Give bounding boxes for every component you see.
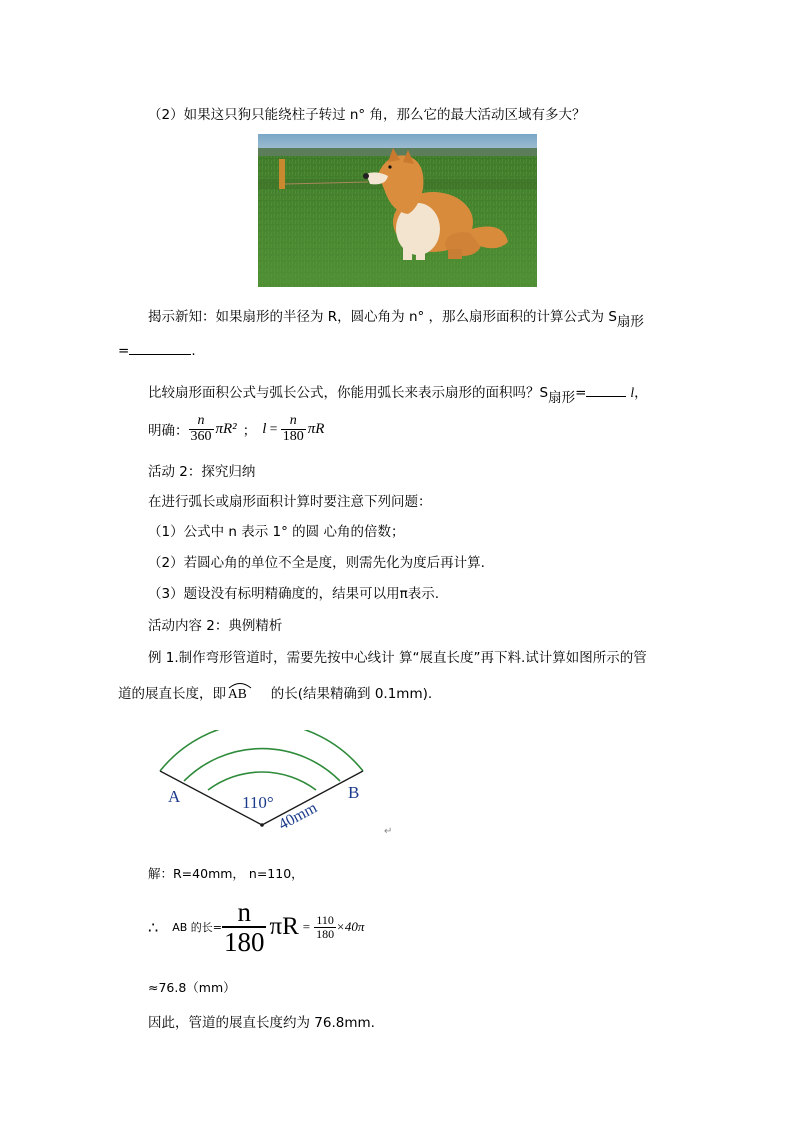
compare-subscript: 扇形 (548, 390, 576, 406)
small-num: 110 (316, 913, 334, 928)
solution-big-fraction (222, 898, 267, 957)
clarify-l: l (262, 420, 267, 437)
solution-ab-label: AB 的长= (172, 921, 222, 935)
clarify-fraction-2 (281, 414, 306, 444)
clarify-f2-tail: πR (307, 420, 325, 437)
clarify-label: 明确： (148, 423, 189, 440)
clarify-sep: ； (242, 423, 257, 440)
clarify-fraction-1 (189, 414, 214, 444)
note-item-2: （2）若圆心角的单位不全是度，则需先化为度后再计算. (148, 555, 485, 571)
solution-conclusion: 因此，管道的展直长度约为 76.8mm. (148, 1015, 375, 1031)
compare-text (148, 381, 648, 406)
label-a: A (168, 787, 181, 806)
label-b: B (348, 783, 360, 802)
big-den: 180 (223, 927, 265, 958)
content-2-heading: 活动内容 2：典例精析 (148, 618, 283, 634)
reveal-subscript: 扇形 (616, 314, 644, 330)
clarify-f1-tail: πR² (215, 420, 237, 437)
clarify-f1-den: 360 (190, 428, 212, 444)
clarify-f1-num: n (197, 413, 205, 428)
solution-eq: = (302, 919, 311, 935)
dog-photo (258, 134, 537, 287)
solution-approx: ≈76.8（mm） (148, 980, 236, 995)
example-line-2b: 的长(结果精确到 0.1mm). (270, 686, 433, 702)
compare-l: l (630, 385, 635, 400)
compare-comma: ， (634, 385, 648, 401)
therefore-symbol: ∴ (148, 917, 159, 937)
reveal-blank[interactable] (129, 354, 191, 355)
example-line-1: 例 1.制作弯形管道时，需要先按中心线计 算“展直长度”再下料.试计算如图所示的管 (148, 650, 647, 666)
solution-given: 解：R=40mm， n=110， (148, 866, 304, 881)
clarify-f2-num: n (289, 413, 297, 428)
solution-small-fraction (314, 914, 336, 940)
radius-label: 40mm (275, 799, 320, 834)
small-tail: ×40π (336, 919, 365, 935)
example-line-2a: 道的展直长度，即 (118, 686, 226, 702)
clarify-f2-den: 180 (282, 428, 304, 444)
reveal-equals: = (118, 343, 130, 359)
clarify-eq: = (266, 421, 281, 437)
arc-ab (228, 686, 247, 702)
paragraph-mark: ↵ (384, 826, 393, 837)
arc-ab-label: AB (228, 686, 247, 701)
compare-sentence: 比较扇形面积公式与弧长公式，你能用弧长来表示扇形的面积吗？S (148, 385, 549, 401)
arc-symbol-icon (228, 681, 252, 689)
question-2: （2）如果这只狗只能绕柱子转过 n° 角，那么它的最大活动区域有多大？ (148, 107, 586, 123)
note-item-1: （1）公式中 n 表示 1° 的圆 心角的倍数； (148, 524, 405, 540)
note-item-3: （3）题设没有标明精确度的，结果可以用π表示. (148, 586, 440, 602)
reveal-text (148, 305, 644, 330)
big-tail: πR (269, 913, 299, 941)
dog-photo-image (258, 134, 537, 287)
inner-arc (208, 772, 316, 790)
compare-equals: = (575, 385, 587, 401)
notice-text: 在进行弧长或扇形面积计算时要注意下列问题： (148, 494, 432, 510)
example-line-2 (118, 682, 432, 702)
angle-label: 110° (242, 793, 274, 812)
clarify-line (148, 414, 324, 444)
reveal-answer-line: = . (118, 343, 196, 359)
big-num: n (237, 897, 251, 927)
compare-blank[interactable] (586, 396, 626, 397)
middle-arc (184, 749, 340, 781)
small-den: 180 (316, 926, 335, 941)
activity-2-heading: 活动 2：探究归纳 (148, 464, 256, 480)
solution-formula (148, 898, 364, 957)
reveal-sentence: 揭示新知：如果扇形的半径为 R，圆心角为 n° ，那么扇形面积的计算公式为 S (148, 309, 617, 325)
pipe-figure (150, 730, 410, 840)
outer-arc (160, 730, 363, 771)
